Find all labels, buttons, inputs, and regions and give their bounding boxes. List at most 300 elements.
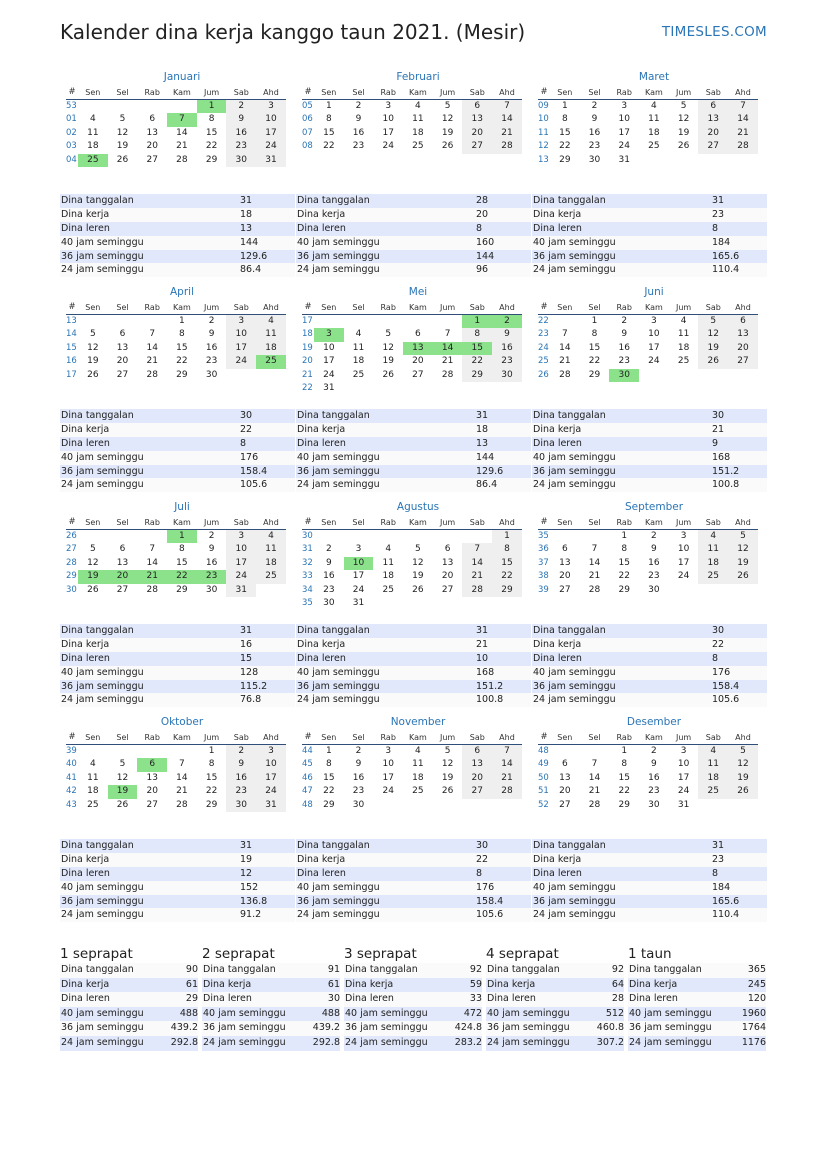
stat-row	[60, 465, 295, 479]
week-number: 21	[302, 369, 313, 380]
summary-row	[486, 992, 624, 1007]
weekday-label: Sab	[705, 733, 721, 742]
stat-value: 105.6	[476, 909, 504, 921]
stat-value: 176	[240, 451, 259, 463]
day-cell: 6	[462, 100, 492, 113]
weekday-label: Sab	[469, 733, 485, 742]
day-cell: 23	[492, 355, 522, 368]
week-row	[538, 799, 758, 812]
empty-day-cell	[314, 315, 344, 328]
week-number: 25	[538, 356, 549, 367]
stat-row	[60, 693, 295, 707]
day-cell: 17	[648, 342, 660, 353]
week-number: 27	[66, 544, 77, 555]
empty-day-cell	[167, 745, 197, 758]
day-cell: 24	[618, 141, 630, 152]
stat-value: 21	[712, 423, 725, 435]
summary-row	[344, 992, 482, 1007]
stat-value: 8	[240, 437, 247, 449]
day-cell: 26	[441, 786, 454, 797]
weekday-header	[66, 515, 286, 530]
day-cell: 14	[588, 557, 601, 568]
stat-row	[296, 652, 531, 666]
stat-value: 86.4	[476, 479, 498, 491]
summary-row	[344, 963, 482, 978]
day-cell: 4	[385, 544, 392, 555]
day-cell: 17	[382, 772, 394, 783]
day-cell: 7	[167, 113, 197, 126]
stat-label: 40 jam seminggu	[61, 881, 144, 893]
week-number: 36	[538, 544, 549, 555]
day-cell: 13	[462, 113, 492, 126]
day-cell: 5	[728, 530, 758, 543]
day-cell: 23	[648, 571, 660, 582]
stat-row	[296, 263, 531, 277]
weekday-label: Jum	[675, 518, 692, 527]
day-cell: 20	[698, 127, 728, 140]
day-cell: 30	[492, 369, 522, 382]
stat-label: 40 jam seminggu	[297, 881, 380, 893]
day-cell: 4	[698, 530, 728, 543]
day-cell: 17	[618, 127, 630, 138]
day-cell: 23	[618, 356, 630, 367]
weekday-label: Ahd	[735, 518, 751, 527]
stat-label: 36 jam seminggu	[297, 895, 380, 907]
day-cell: 10	[677, 544, 690, 555]
stat-value: 13	[240, 222, 253, 234]
day-cell: 9	[651, 544, 657, 555]
week-row	[66, 113, 286, 126]
day-cell: 8	[179, 544, 185, 555]
stat-value: 144	[240, 236, 259, 248]
month-name: Oktober	[160, 716, 204, 728]
summary-body	[60, 963, 198, 1051]
week-row	[66, 140, 286, 153]
weekday-label: Sel	[116, 88, 129, 97]
weekday-header	[302, 730, 522, 745]
stat-value: 12	[240, 867, 253, 879]
week-row	[302, 328, 522, 341]
day-cell: 12	[728, 758, 758, 771]
stat-label: Dina tanggalan	[533, 625, 606, 636]
summary-label: Dina kerja	[61, 978, 110, 990]
day-cell: 27	[462, 140, 492, 153]
day-cell: 4	[651, 101, 657, 111]
weekday-label: Ahd	[499, 518, 515, 527]
summary-row	[202, 992, 340, 1007]
day-cell: 31	[323, 382, 335, 393]
stat-row	[296, 208, 531, 222]
stat-label: Dina leren	[297, 222, 346, 234]
week-number: 37	[538, 557, 549, 568]
day-cell: 16	[588, 127, 601, 138]
day-cell: 4	[89, 759, 96, 770]
day-cell: 28	[492, 785, 522, 798]
day-cell: 21	[492, 772, 522, 785]
summary-label: 24 jam seminggu	[629, 1036, 712, 1048]
day-cell: 16	[352, 772, 365, 783]
day-cell: 18	[87, 141, 99, 152]
empty-day-cell	[433, 530, 463, 543]
day-cell: 3	[385, 101, 392, 111]
stat-value: 31	[476, 410, 489, 421]
stat-row	[532, 638, 767, 652]
stat-value: 31	[240, 840, 253, 851]
week-number: 04	[66, 154, 77, 165]
week-number: 22	[302, 382, 313, 393]
empty-day-cell	[698, 369, 728, 382]
weekday-label: Kam	[645, 88, 663, 97]
summary-value: 1176	[741, 1036, 766, 1048]
stat-row	[296, 409, 531, 423]
empty-day-cell	[462, 382, 492, 395]
day-cell: 20	[116, 356, 129, 367]
weekday-label: Ahd	[499, 88, 515, 97]
stat-value: 158.4	[712, 680, 740, 692]
day-cell: 17	[677, 557, 690, 568]
week-number: 08	[302, 141, 313, 152]
day-cell: 1	[462, 315, 492, 328]
day-cell: 26	[728, 785, 758, 798]
day-cell: 24	[226, 355, 256, 368]
day-cell: 18	[382, 571, 394, 582]
stat-value: 23	[712, 853, 725, 865]
summary-label: 40 jam seminggu	[61, 1007, 144, 1019]
stat-row	[532, 652, 767, 666]
day-cell: 30	[609, 369, 639, 382]
weekday-label: Sel	[588, 518, 601, 527]
weekday-label: Sel	[116, 733, 129, 742]
stat-label: 24 jam seminggu	[297, 909, 380, 921]
empty-day-cell	[728, 584, 758, 597]
day-cell: 25	[78, 154, 108, 167]
day-cell: 31	[256, 154, 286, 167]
weekday-label: Kam	[645, 733, 663, 742]
stat-label: Dina leren	[533, 652, 582, 664]
summary-label: 36 jam seminggu	[629, 1022, 712, 1034]
week-number: 01	[66, 114, 77, 125]
stat-row	[532, 194, 767, 208]
weekday-label: Rab	[144, 88, 160, 97]
day-cell: 11	[412, 759, 424, 770]
day-cell: 10	[382, 759, 394, 770]
stat-value: 184	[712, 236, 731, 248]
stat-row	[296, 853, 531, 867]
empty-day-cell	[580, 745, 610, 758]
weekday-label: Jum	[203, 518, 220, 527]
day-cell: 22	[323, 786, 335, 797]
day-cell: 19	[728, 557, 758, 570]
week-number: 34	[302, 584, 313, 595]
weekday-header	[66, 85, 286, 100]
day-cell: 1	[179, 316, 185, 326]
week-number: 44	[302, 746, 313, 756]
stat-value: 168	[476, 666, 495, 678]
empty-day-cell	[698, 154, 728, 167]
month-name: Agustus	[396, 501, 440, 513]
week-row	[66, 758, 286, 771]
stat-row	[60, 423, 295, 437]
week-number: 47	[302, 786, 313, 797]
week-number: 50	[538, 772, 549, 783]
stat-row	[532, 867, 767, 881]
summary-value: 61	[185, 978, 198, 990]
summary-row	[486, 1036, 624, 1051]
summary-value: 460.8	[596, 1022, 624, 1034]
week-row	[66, 328, 286, 341]
weekday-label: Kam	[409, 303, 427, 312]
day-cell: 4	[415, 746, 421, 756]
stat-label: 40 jam seminggu	[533, 666, 616, 678]
day-cell: 8	[561, 114, 568, 125]
day-cell: 7	[492, 745, 522, 758]
stat-value: 8	[476, 222, 483, 234]
month-name: Maret	[638, 71, 670, 83]
week-number: 30	[302, 531, 313, 541]
week-number: 46	[302, 772, 313, 783]
stat-label: 24 jam seminggu	[61, 694, 144, 706]
stat-label: Dina kerja	[61, 853, 110, 865]
weekday-label: Ahd	[263, 88, 279, 97]
day-cell: 12	[116, 127, 129, 138]
stat-label: 36 jam seminggu	[533, 250, 616, 262]
empty-day-cell	[550, 315, 580, 328]
empty-day-cell	[462, 597, 492, 610]
week-row	[302, 543, 522, 556]
month-stats	[532, 194, 767, 277]
day-cell: 24	[677, 786, 690, 797]
day-cell: 29	[559, 154, 571, 165]
weekday-label: Ahd	[263, 303, 279, 312]
stat-row	[296, 451, 531, 465]
day-cell: 24	[256, 785, 286, 798]
day-cell: 6	[444, 544, 451, 555]
week-row	[66, 342, 286, 355]
day-cell: 3	[385, 746, 392, 756]
empty-day-cell	[373, 597, 403, 610]
week-row	[538, 530, 758, 543]
summary-body	[202, 963, 340, 1051]
summary-value: 120	[747, 993, 766, 1005]
stat-row	[60, 194, 295, 208]
month-name: Juli	[174, 501, 190, 513]
day-cell: 19	[87, 356, 99, 367]
stat-row	[296, 478, 531, 492]
summary-label: 24 jam seminggu	[61, 1036, 144, 1048]
week-row	[538, 315, 758, 328]
week-row	[302, 113, 522, 126]
week-row	[66, 570, 286, 583]
stat-label: Dina tanggalan	[533, 195, 606, 206]
week-number: 35	[302, 597, 313, 608]
summary-row	[60, 1021, 198, 1036]
month-name: November	[390, 716, 446, 728]
month-stats	[532, 409, 767, 492]
summary-row	[202, 1007, 340, 1022]
stat-label: Dina kerja	[297, 208, 346, 220]
stat-row	[296, 465, 531, 479]
stat-row	[532, 680, 767, 694]
day-cell: 25	[412, 141, 424, 152]
day-cell: 3	[226, 315, 256, 328]
day-cell: 31	[677, 799, 690, 810]
weekday-label: Jum	[675, 88, 692, 97]
empty-day-cell	[137, 530, 167, 543]
month-stats	[532, 624, 767, 707]
week-number: 13	[66, 316, 77, 326]
stat-row	[532, 693, 767, 707]
day-cell: 29	[462, 369, 492, 382]
day-cell: 22	[618, 571, 630, 582]
day-cell: 21	[588, 786, 601, 797]
day-cell: 7	[561, 329, 568, 340]
day-cell: 19	[382, 356, 394, 367]
day-cell: 2	[325, 544, 332, 555]
weekday-label: Kam	[173, 518, 191, 527]
day-cell: 2	[208, 316, 215, 326]
day-cell: 8	[325, 759, 332, 770]
stat-value: 158.4	[476, 895, 504, 907]
day-cell: 11	[382, 557, 394, 568]
day-cell: 11	[87, 772, 99, 783]
week-row	[66, 745, 286, 758]
summary-label: 24 jam seminggu	[345, 1036, 428, 1048]
week-number: 19	[302, 342, 313, 353]
stat-label: 24 jam seminggu	[61, 909, 144, 921]
summary-label: Dina kerja	[345, 978, 394, 990]
weekday-label: Rab	[144, 303, 160, 312]
week-number: 31	[302, 544, 313, 555]
week-row	[302, 785, 522, 798]
week-number: 48	[302, 799, 313, 810]
stat-row	[532, 881, 767, 895]
day-cell: 9	[621, 329, 628, 340]
summary-label: Dina tanggalan	[487, 964, 560, 975]
day-cell: 31	[256, 799, 286, 812]
day-cell: 30	[352, 799, 365, 810]
day-cell: 1	[167, 530, 197, 543]
week-number: 45	[302, 759, 313, 770]
week-row	[66, 355, 286, 368]
empty-day-cell	[108, 100, 138, 113]
day-cell: 10	[323, 342, 335, 353]
page-title: Kalender dina kerja kanggo taun 2021. (Mesir)	[60, 20, 526, 44]
weekday-label: Ahd	[735, 733, 751, 742]
day-cell: 9	[208, 329, 215, 340]
day-cell: 22	[492, 570, 522, 583]
stat-row	[60, 853, 295, 867]
empty-day-cell	[373, 382, 403, 395]
day-cell: 10	[648, 329, 660, 340]
day-cell: 19	[677, 127, 690, 138]
stat-value: 23	[712, 208, 725, 220]
empty-day-cell	[78, 315, 108, 328]
day-cell: 6	[462, 745, 492, 758]
stat-value: 86.4	[240, 264, 262, 276]
day-cell: 26	[116, 154, 129, 165]
week-number: 39	[66, 746, 77, 756]
week-row	[302, 382, 522, 395]
weekday-label: Jum	[439, 303, 456, 312]
weekday-label: Rab	[616, 518, 632, 527]
week-row	[538, 100, 758, 113]
week-number: 42	[66, 786, 77, 797]
day-cell: 3	[355, 544, 362, 555]
day-cell: 8	[325, 114, 332, 125]
week-number: 52	[538, 799, 549, 810]
summary-label: Dina kerja	[487, 978, 536, 990]
day-cell: 19	[441, 127, 454, 138]
stat-row	[532, 853, 767, 867]
day-cell: 5	[385, 329, 392, 340]
summary-2	[344, 946, 482, 1051]
week-row	[538, 113, 758, 126]
site-logo[interactable]: TIMESLES.COM	[661, 24, 767, 40]
day-cell: 3	[621, 101, 628, 111]
day-cell: 29	[205, 154, 218, 165]
week-row	[66, 584, 286, 597]
day-cell: 27	[559, 799, 571, 810]
week-number: 03	[66, 141, 77, 152]
summary-label: Dina leren	[61, 993, 110, 1005]
stat-value: 152	[240, 881, 259, 893]
week-row	[302, 100, 522, 113]
stat-value: 30	[712, 625, 725, 636]
week-number: 07	[302, 127, 313, 138]
weekday-label: Sab	[469, 88, 485, 97]
summary-label: 36 jam seminggu	[61, 1022, 144, 1034]
day-cell: 28	[588, 584, 601, 595]
day-cell: 28	[441, 369, 454, 380]
day-cell: 6	[415, 329, 421, 340]
summary-row	[628, 1007, 766, 1022]
weekday-label: Ahd	[735, 303, 751, 312]
week-row	[66, 369, 286, 382]
day-cell: 7	[179, 759, 185, 770]
stat-row	[60, 451, 295, 465]
stat-row	[532, 236, 767, 250]
summary-label: Dina leren	[487, 993, 536, 1005]
weekday-label: Sen	[557, 88, 573, 97]
summary-value: 488	[179, 1007, 198, 1019]
day-cell: 25	[382, 584, 394, 595]
weekday-label: Sab	[233, 733, 249, 742]
day-cell: 6	[119, 329, 126, 340]
weekday-label: Sab	[705, 303, 721, 312]
summary-row	[628, 978, 766, 993]
stat-label: 24 jam seminggu	[297, 264, 380, 276]
weekday-header	[302, 515, 522, 530]
day-cell: 12	[441, 114, 454, 125]
week-number: 22	[538, 316, 549, 326]
day-cell: 17	[323, 356, 335, 367]
day-cell: 2	[208, 531, 215, 541]
day-cell: 17	[256, 772, 286, 785]
stat-value: 110.4	[712, 264, 740, 276]
day-cell: 9	[355, 759, 362, 770]
stat-row	[296, 666, 531, 680]
stat-label: 24 jam seminggu	[533, 479, 616, 491]
summary-title: 3 seprapat	[344, 946, 417, 962]
day-cell: 12	[412, 557, 424, 568]
week-number-header: #	[68, 87, 76, 97]
week-number: 20	[302, 356, 313, 367]
empty-day-cell	[108, 315, 138, 328]
empty-day-cell	[167, 100, 197, 113]
weekday-label: Sab	[705, 88, 721, 97]
day-cell: 23	[226, 785, 256, 798]
day-cell: 30	[226, 154, 256, 167]
